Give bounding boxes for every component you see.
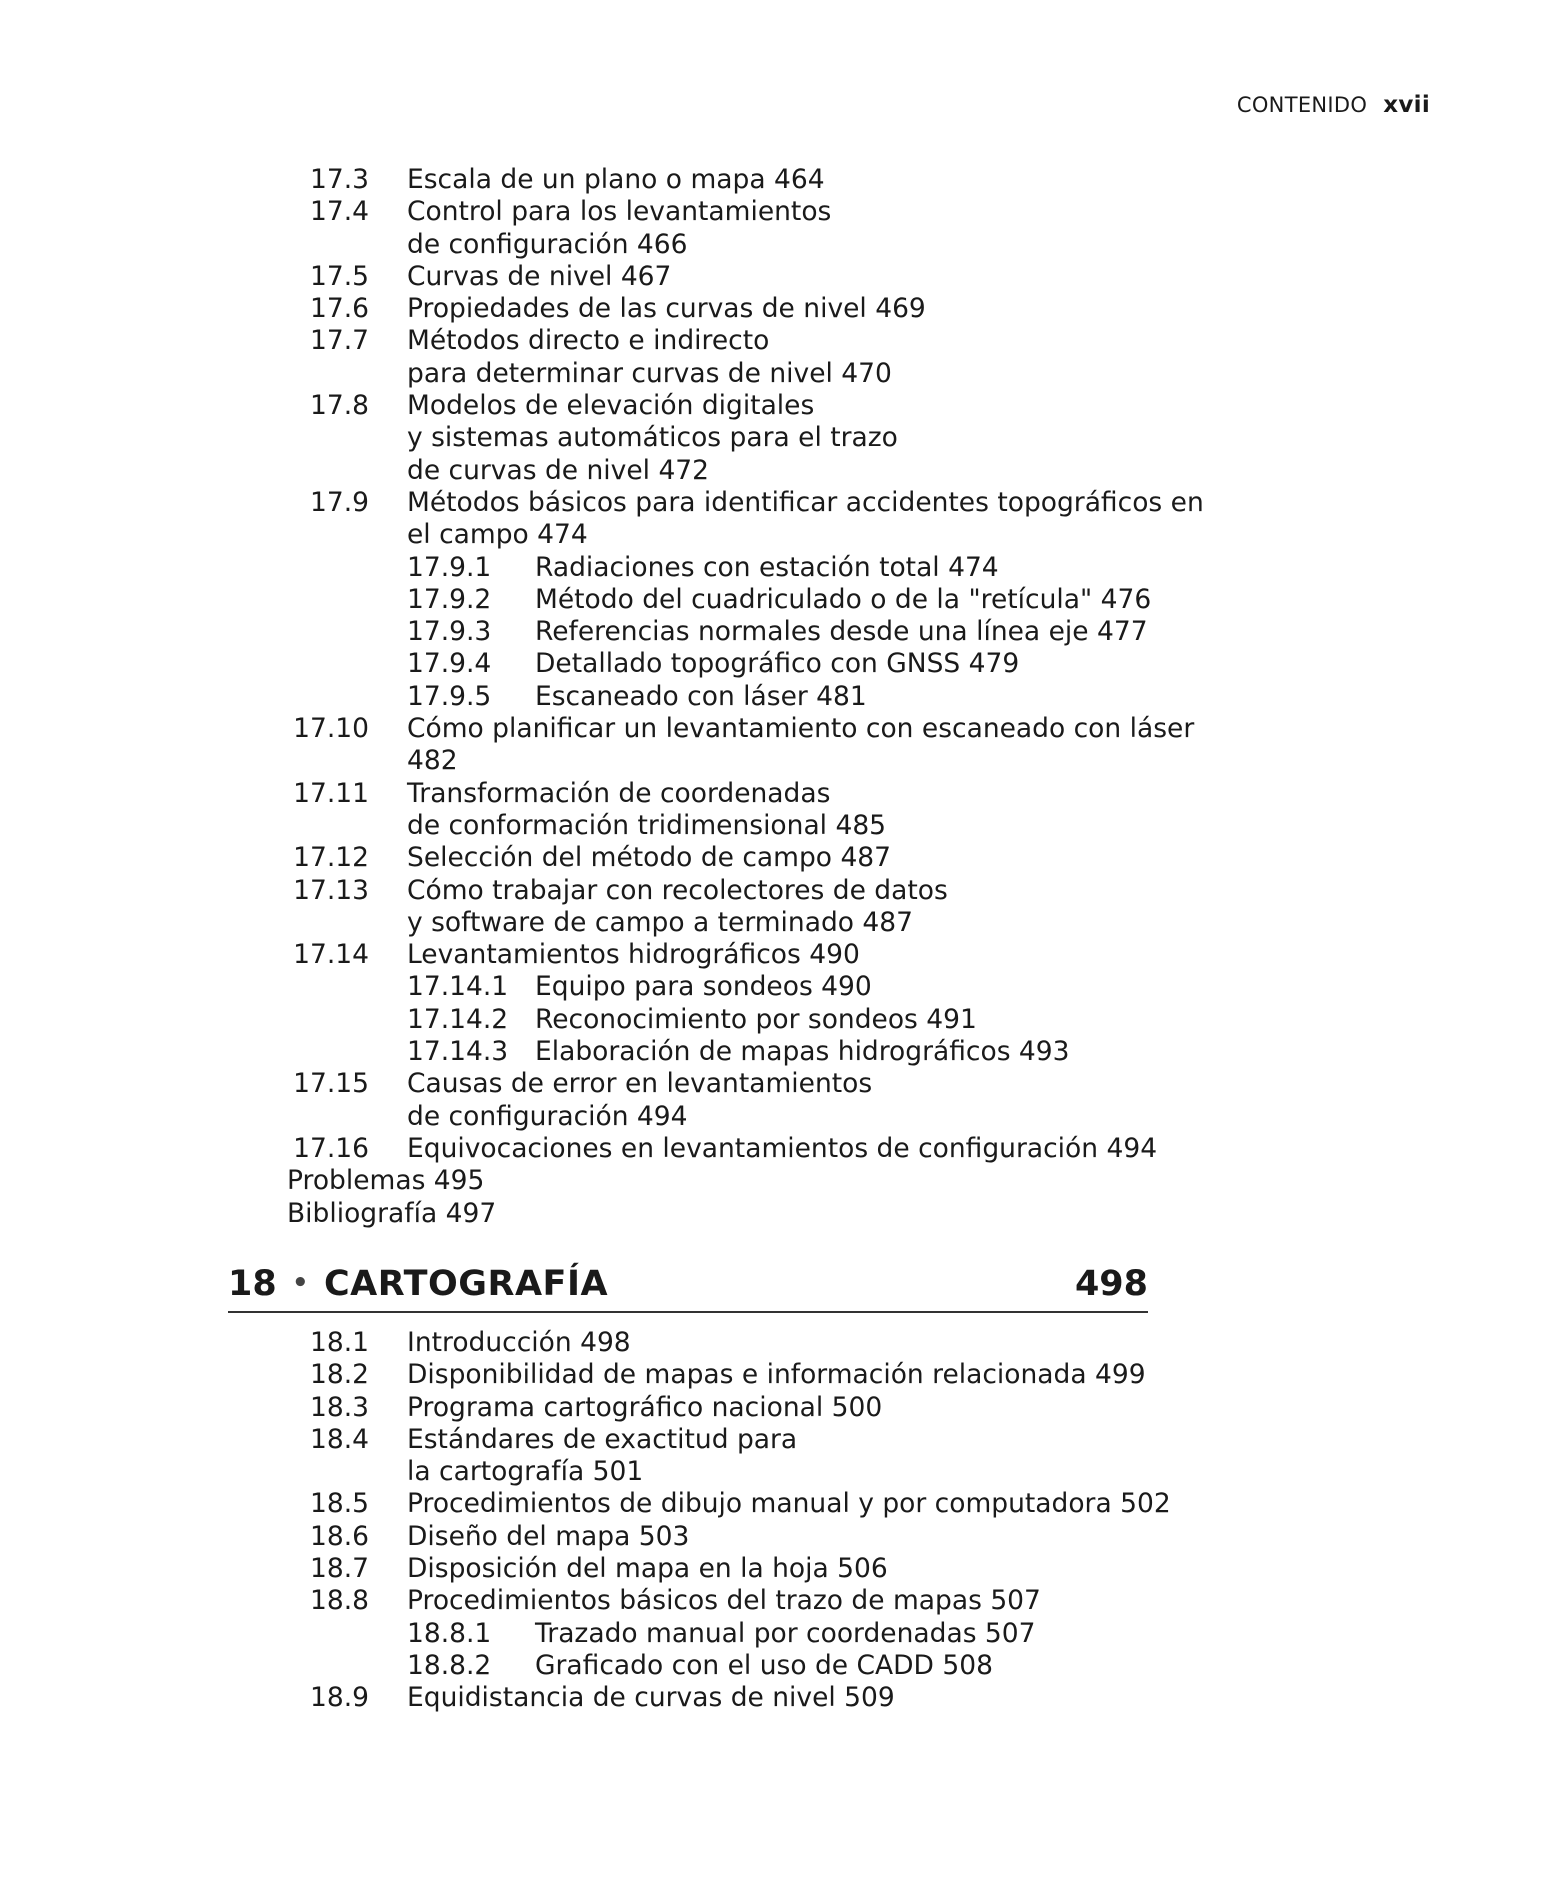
toc-entry-number: 18.4 [309, 1423, 369, 1455]
toc-entry-number: 18.2 [309, 1359, 369, 1391]
toc-entry-number: 18.7 [309, 1553, 369, 1585]
toc-chapter-17 [0, 164, 1548, 1230]
toc-entry [0, 681, 1548, 713]
toc-entry-title: el campo 474 [407, 519, 588, 551]
toc-entry-number: 17.15 [293, 1068, 369, 1100]
chapter-heading [228, 1262, 1148, 1310]
toc-entry [0, 1424, 1548, 1456]
toc-entry-title: Control para los levantamientos [407, 196, 832, 228]
chapter-bullet: • [292, 1268, 309, 1298]
chapter-number: 18 [228, 1264, 277, 1304]
toc-entry [0, 422, 1548, 454]
toc-entry [0, 1004, 1548, 1036]
toc-entry-number: 17.9.5 [407, 680, 492, 712]
toc-entry-number: 18.1 [309, 1327, 369, 1358]
toc-entry-number: 17.11 [293, 777, 369, 809]
toc-entry [0, 1068, 1548, 1100]
toc-entry [0, 875, 1548, 907]
toc-entry-title: Disposición del mapa en la hoja 506 [407, 1553, 888, 1585]
toc-entry [0, 1198, 1548, 1230]
toc-entry [0, 1456, 1548, 1488]
toc-entry [0, 325, 1548, 357]
running-head-label: CONTENIDO [1236, 93, 1368, 117]
toc-entry [0, 552, 1548, 584]
toc-entry-number: 18.3 [309, 1391, 369, 1423]
toc-entry-title: para determinar curvas de nivel 470 [407, 357, 892, 389]
toc-entry-title: Curvas de nivel 467 [407, 260, 672, 292]
toc-entry [0, 1327, 1548, 1359]
toc-entry-title: Método del cuadriculado o de la "retícula" 476 [535, 583, 1152, 615]
toc-entry [0, 778, 1548, 810]
toc-entry-number: 17.14 [293, 939, 369, 971]
toc-entry-title: Propiedades de las curvas de nivel 469 [407, 293, 926, 325]
toc-entry-number: 17.5 [309, 260, 369, 292]
toc-entry-title: Disponibilidad de mapas e información relacionada 499 [407, 1359, 1146, 1391]
toc-chapter-18 [0, 1327, 1548, 1715]
toc-entry-title: Causas de error en levantamientos [407, 1068, 873, 1100]
toc-entry-title: Métodos básicos para identificar accidentes topográficos en [407, 486, 1204, 518]
toc-entry-title: Referencias normales desde una línea eje 477 [535, 616, 1148, 648]
toc-entry-number: 17.9 [309, 486, 369, 518]
toc-entry-title: Métodos directo e indirecto [407, 325, 770, 357]
toc-entry-number: 17.16 [293, 1132, 369, 1164]
toc-entry-number: 17.7 [309, 325, 369, 357]
toc-entry [0, 1392, 1548, 1424]
toc-entry-number: 17.4 [309, 196, 369, 228]
toc-entry-title: y sistemas automáticos para el trazo [407, 422, 898, 454]
toc-entry [0, 939, 1548, 971]
toc-entry-title: Equivocaciones en levantamientos de configuración 494 [407, 1132, 1158, 1164]
toc-entry-title: Escala de un plano o mapa 464 [407, 164, 825, 195]
toc-entry-title: Procedimientos básicos del trazo de mapas 507 [407, 1585, 1041, 1617]
toc-entry-title: Estándares de exactitud para [407, 1423, 798, 1455]
toc-entry-title: Problemas 495 [287, 1165, 485, 1197]
toc-entry [0, 810, 1548, 842]
toc-entry-number: 17.14.1 [407, 971, 509, 1003]
toc-entry [0, 1165, 1548, 1197]
toc-entry-title: Cómo planificar un levantamiento con escaneado con láser [407, 713, 1195, 745]
toc-entry-title: de conformación tridimensional 485 [407, 809, 887, 841]
toc-entry-number: 17.9.2 [407, 583, 492, 615]
toc-entry-title: Equidistancia de curvas de nivel 509 [407, 1682, 895, 1714]
toc-entry-number: 17.6 [309, 293, 369, 325]
toc-entry [0, 1682, 1548, 1714]
toc-entry [0, 1650, 1548, 1682]
toc-entry [0, 713, 1548, 745]
toc-entry [0, 584, 1548, 616]
toc-entry-number: 17.13 [293, 874, 369, 906]
toc-entry [0, 907, 1548, 939]
running-head [1237, 92, 1430, 118]
toc-entry-number: 17.9.1 [407, 551, 492, 583]
toc-entry [0, 358, 1548, 390]
toc-entry-title: Modelos de elevación digitales [407, 390, 815, 422]
toc-entry-title: Diseño del mapa 503 [407, 1520, 690, 1552]
toc-entry-title: Graficado con el uso de CADD 508 [535, 1649, 993, 1681]
toc-entry-title: Transformación de coordenadas [407, 777, 831, 809]
toc-entry-title: Trazado manual por coordenadas 507 [535, 1617, 1036, 1649]
chapter-page-number: 498 [1074, 1264, 1148, 1304]
toc-entry [0, 390, 1548, 422]
toc-entry-number: 18.9 [309, 1682, 369, 1714]
toc-entry-title: de configuración 494 [407, 1100, 688, 1132]
toc-entry-number: 18.8.1 [407, 1617, 492, 1649]
toc-entry-number: 17.3 [309, 164, 369, 195]
toc-entry-title: de curvas de nivel 472 [407, 454, 710, 486]
toc-entry-title: de configuración 466 [407, 228, 688, 260]
toc-entry-title: Cómo trabajar con recolectores de datos [407, 874, 948, 906]
toc-entry [0, 745, 1548, 777]
toc-entry-number: 17.9.4 [407, 648, 492, 680]
toc-entry-number: 18.8 [309, 1585, 369, 1617]
toc-entry [0, 455, 1548, 487]
toc-entry [0, 1521, 1548, 1553]
toc-entry-number: 17.8 [309, 390, 369, 422]
toc-entry-number: 17.10 [293, 713, 369, 745]
toc-entry [0, 648, 1548, 680]
toc-entry [0, 1553, 1548, 1585]
toc-entry-title: Bibliografía 497 [287, 1197, 497, 1229]
chapter-title: CARTOGRAFÍA [324, 1264, 609, 1304]
toc-entry-number: 17.9.3 [407, 616, 492, 648]
toc-entry [0, 164, 1548, 196]
toc-entry [0, 1585, 1548, 1617]
toc-entry-title: Introducción 498 [407, 1327, 631, 1358]
toc-entry-title: Selección del método de campo 487 [407, 842, 892, 874]
toc-entry-number: 17.14.3 [407, 1036, 509, 1068]
toc-entry [0, 293, 1548, 325]
toc-entry-title: Equipo para sondeos 490 [535, 971, 872, 1003]
running-head-page-number: xvii [1383, 92, 1430, 118]
toc-entry [0, 616, 1548, 648]
toc-entry [0, 1101, 1548, 1133]
toc-entry-number: 17.12 [293, 842, 369, 874]
toc-entry [0, 1488, 1548, 1520]
toc-entry-title: Radiaciones con estación total 474 [535, 551, 999, 583]
toc-entry-number: 18.8.2 [407, 1649, 492, 1681]
toc-entry [0, 261, 1548, 293]
toc-entry-number: 18.6 [309, 1520, 369, 1552]
toc-entry-title: Reconocimiento por sondeos 491 [535, 1003, 977, 1035]
toc-entry-title: 482 [407, 745, 458, 777]
toc-entry-title: Detallado topográfico con GNSS 479 [535, 648, 1020, 680]
toc-entry-number: 18.5 [309, 1488, 369, 1520]
chapter-divider [228, 1311, 1148, 1313]
toc-entry-title: Elaboración de mapas hidrográficos 493 [535, 1036, 1070, 1068]
toc-entry [0, 1133, 1548, 1165]
toc-entry-title: Levantamientos hidrográficos 490 [407, 939, 860, 971]
toc-entry-title: Procedimientos de dibujo manual y por computadora 502 [407, 1488, 1171, 1520]
toc-entry [0, 971, 1548, 1003]
toc-entry [0, 1359, 1548, 1391]
toc-entry-title: y software de campo a terminado 487 [407, 906, 913, 938]
toc-entry [0, 196, 1548, 228]
toc-entry-title: Programa cartográfico nacional 500 [407, 1391, 883, 1423]
toc-entry-number: 17.14.2 [407, 1003, 509, 1035]
toc-entry-title: Escaneado con láser 481 [535, 680, 867, 712]
toc-entry [0, 487, 1548, 519]
toc-entry [0, 842, 1548, 874]
toc-entry-title: la cartografía 501 [407, 1456, 644, 1488]
toc-entry [0, 1036, 1548, 1068]
toc-entry [0, 1618, 1548, 1650]
toc-entry [0, 519, 1548, 551]
toc-entry [0, 229, 1548, 261]
